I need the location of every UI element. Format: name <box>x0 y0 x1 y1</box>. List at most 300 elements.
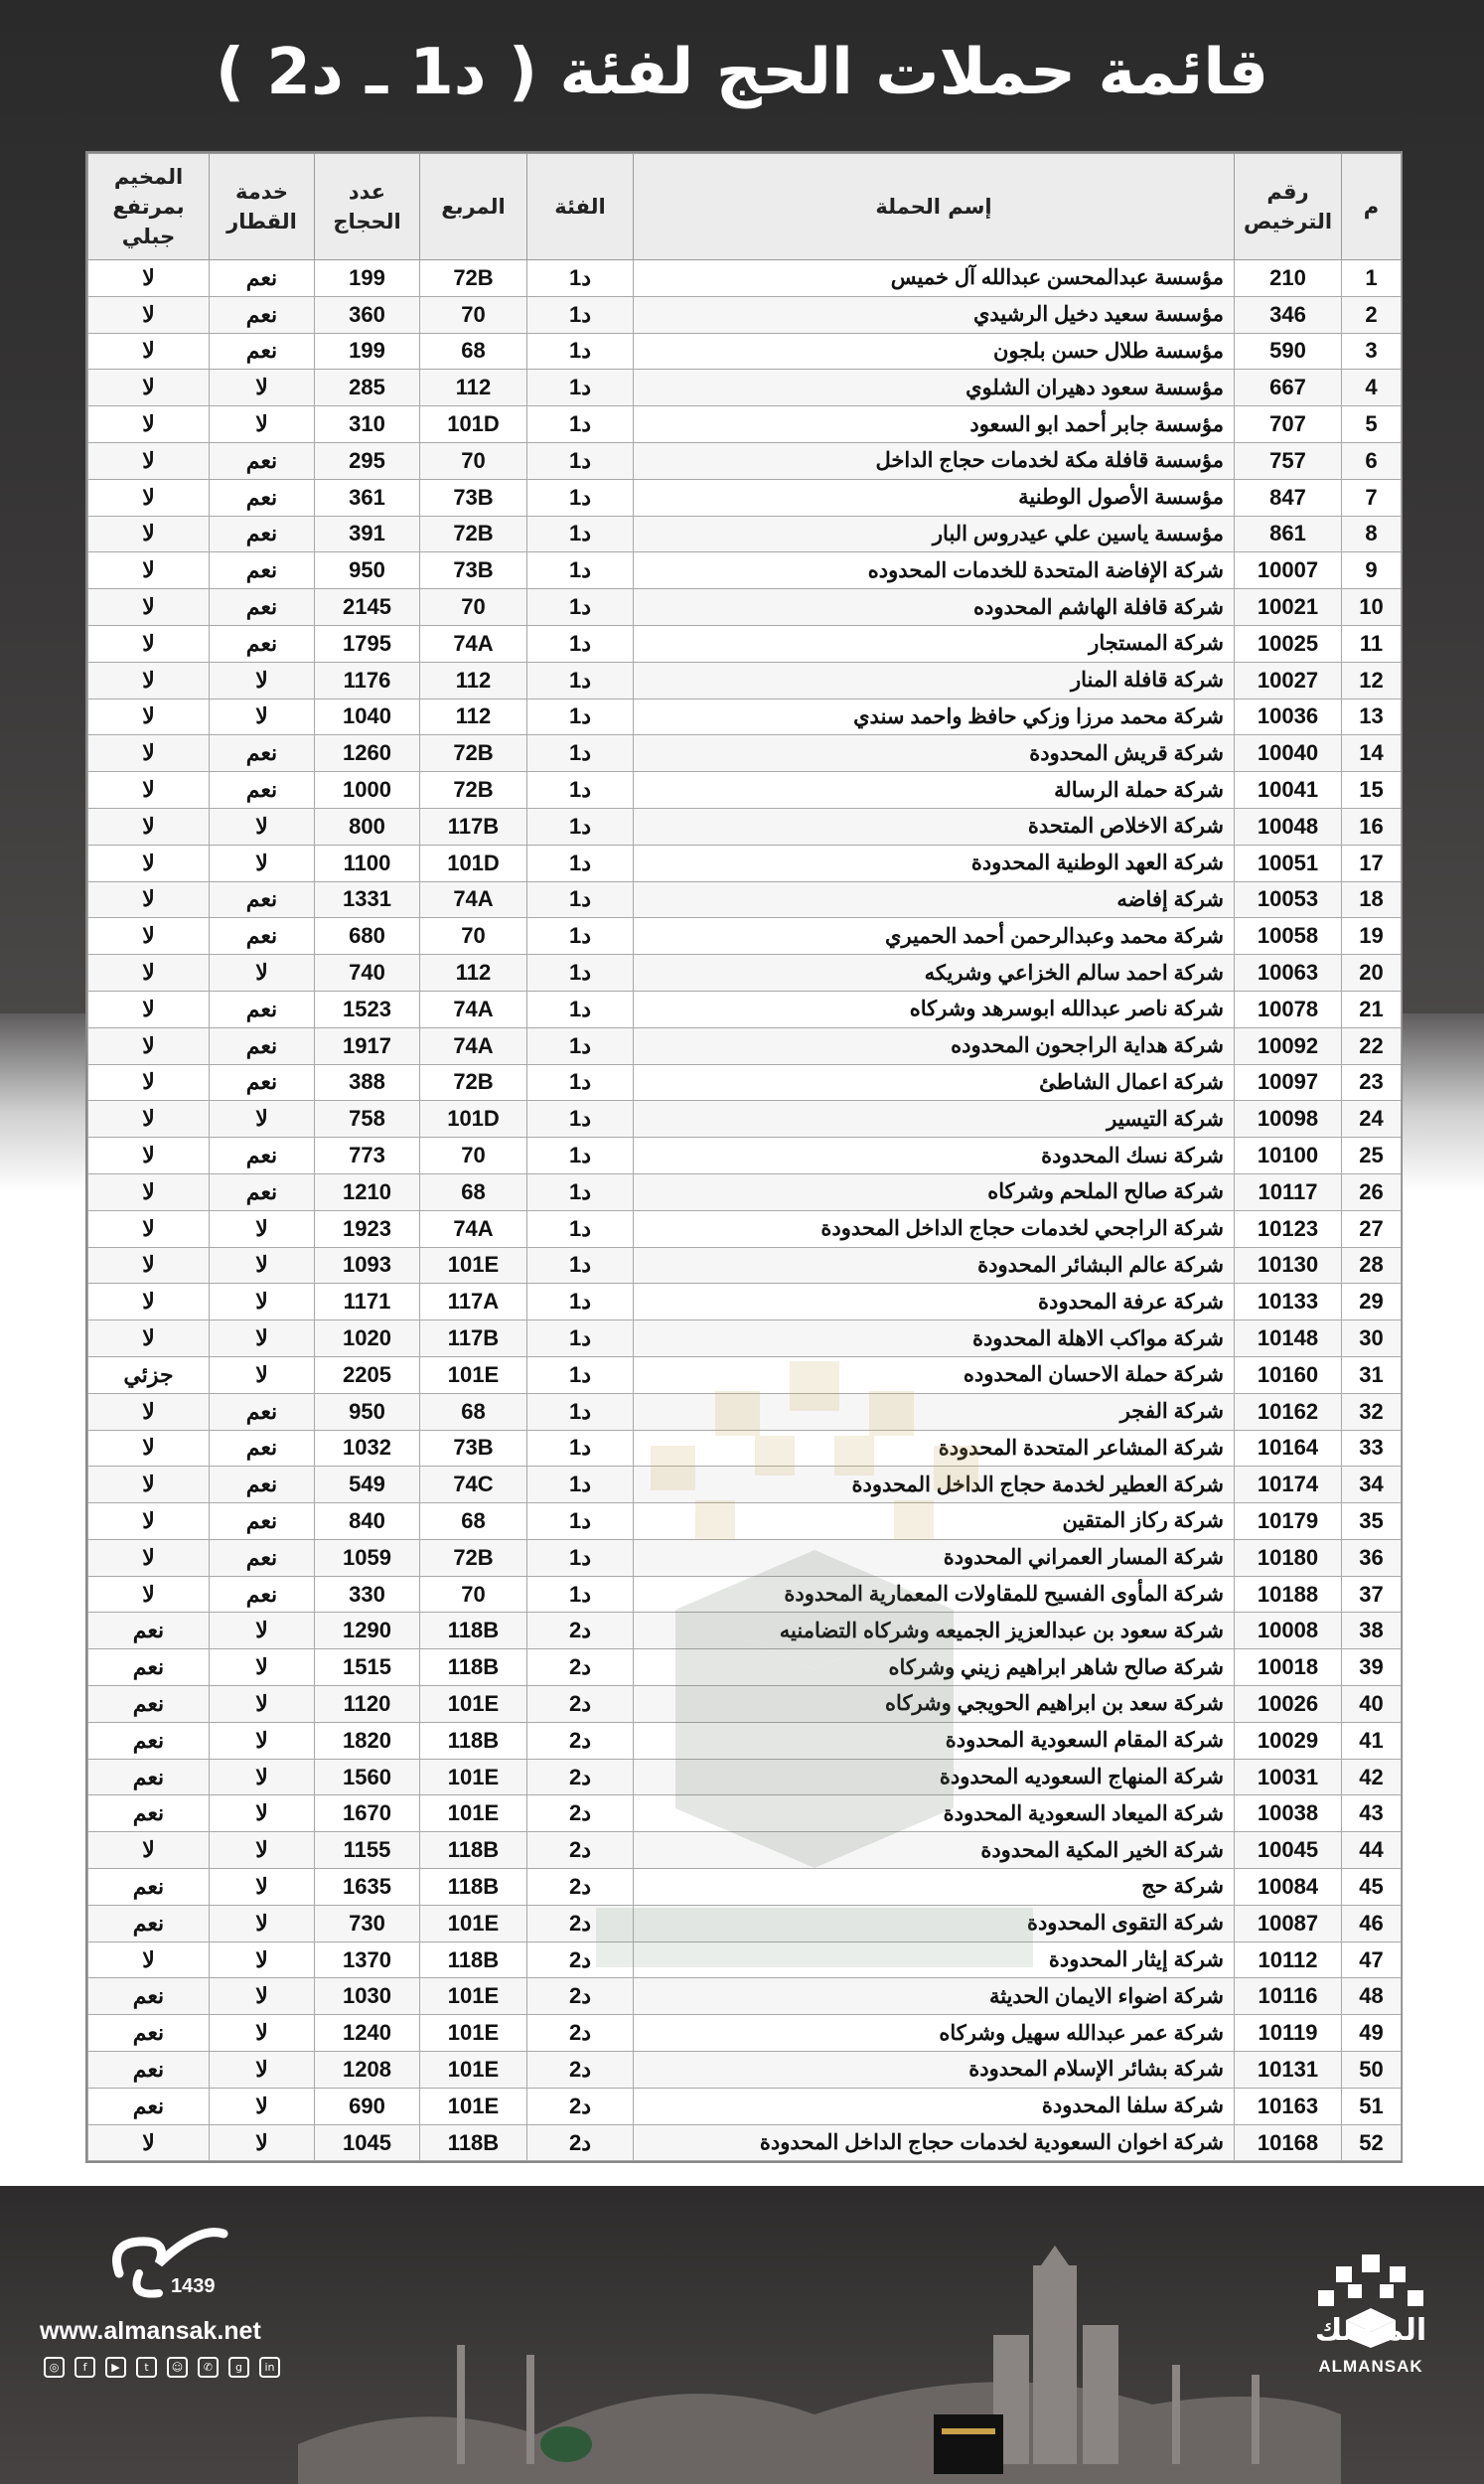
cell-license: 10008 <box>1235 1613 1342 1649</box>
cell-index: 20 <box>1342 955 1402 992</box>
cell-license: 10162 <box>1235 1393 1342 1430</box>
cell-train: لا <box>210 2015 315 2052</box>
cell-camp: لا <box>88 1539 210 1576</box>
cell-train: لا <box>210 1686 315 1723</box>
cell-camp: لا <box>88 918 210 955</box>
cell-square: 72B <box>420 516 527 552</box>
cell-pilgrims: 199 <box>315 260 420 297</box>
cell-category: د1 <box>527 1027 634 1064</box>
cell-category: د2 <box>527 1869 634 1906</box>
cell-category: د1 <box>527 735 634 772</box>
cell-index: 48 <box>1342 1978 1402 2015</box>
cell-license: 10163 <box>1235 2088 1342 2124</box>
cell-index: 41 <box>1342 1722 1402 1759</box>
cell-train: نعم <box>210 1576 315 1613</box>
cell-license: 590 <box>1235 333 1342 370</box>
col-header-camp: المخيم بمرتفع جبلي <box>88 154 210 260</box>
cell-train: نعم <box>210 1138 315 1174</box>
cell-index: 44 <box>1342 1832 1402 1869</box>
cell-train: لا <box>210 955 315 992</box>
cell-train: نعم <box>210 1393 315 1430</box>
cell-pilgrims: 1045 <box>315 2124 420 2161</box>
cell-square: 101E <box>420 1356 527 1393</box>
cell-square: 101E <box>420 1795 527 1832</box>
cell-category: د1 <box>527 1467 634 1503</box>
cell-license: 10148 <box>1235 1320 1342 1357</box>
cell-pilgrims: 1040 <box>315 699 420 735</box>
table-row <box>88 881 1402 918</box>
cell-square: 70 <box>420 1138 527 1174</box>
cell-train: لا <box>210 1941 315 1978</box>
cell-name: شركة محمد وعبدالرحمن أحمد الحميري <box>634 918 1235 955</box>
cell-category: د1 <box>527 881 634 918</box>
cell-license: 10164 <box>1235 1430 1342 1467</box>
cell-camp: لا <box>88 260 210 297</box>
cell-index: 46 <box>1342 1905 1402 1941</box>
cell-license: 10112 <box>1235 1941 1342 1978</box>
cell-index: 27 <box>1342 1210 1402 1247</box>
cell-name: شركة الإفاضة المتحدة للخدمات المحدوده <box>634 552 1235 589</box>
cell-name: شركة احمد سالم الخزاعي وشريكه <box>634 955 1235 992</box>
cell-camp: نعم <box>88 1613 210 1649</box>
cell-license: 10031 <box>1235 1759 1342 1795</box>
cell-train: لا <box>210 1320 315 1357</box>
cell-name: شركة اخوان السعودية لخدمات حجاج الداخل المحدودة <box>634 2124 1235 2161</box>
cell-category: د1 <box>527 1064 634 1101</box>
cell-license: 10038 <box>1235 1795 1342 1832</box>
table-row <box>88 479 1402 516</box>
cell-index: 26 <box>1342 1173 1402 1210</box>
cell-index: 2 <box>1342 296 1402 333</box>
cell-pilgrims: 1020 <box>315 1320 420 1357</box>
cell-train: لا <box>210 699 315 735</box>
table-row <box>88 1064 1402 1101</box>
cell-name: شركة حج <box>634 1869 1235 1906</box>
cell-index: 28 <box>1342 1247 1402 1284</box>
cell-name: شركة قريش المحدودة <box>634 735 1235 772</box>
cell-category: د1 <box>527 296 634 333</box>
cell-name: شركة الخير المكية المحدودة <box>634 1832 1235 1869</box>
cell-train: نعم <box>210 772 315 809</box>
cell-name: مؤسسة قافلة مكة لخدمات حجاج الداخل <box>634 442 1235 479</box>
col-header-train: خدمة القطار <box>210 154 315 260</box>
cell-name: شركة الميعاد السعودية المحدودة <box>634 1795 1235 1832</box>
table-row <box>88 406 1402 443</box>
linkedin-icon[interactable]: in <box>259 2357 280 2378</box>
cell-train: نعم <box>210 1467 315 1503</box>
col-header-index: م <box>1342 154 1402 260</box>
cell-category: د1 <box>527 589 634 626</box>
cell-index: 38 <box>1342 1613 1402 1649</box>
cell-category: د1 <box>527 406 634 443</box>
cell-category: د1 <box>527 260 634 297</box>
cell-license: 10100 <box>1235 1138 1342 1174</box>
cell-train: لا <box>210 1795 315 1832</box>
cell-name: شركة حملة الاحسان المحدوده <box>634 1356 1235 1393</box>
cell-train: نعم <box>210 479 315 516</box>
cell-pilgrims: 391 <box>315 516 420 552</box>
cell-pilgrims: 549 <box>315 1467 420 1503</box>
cell-name: شركة سلفا المحدودة <box>634 2088 1235 2124</box>
cell-train: نعم <box>210 1064 315 1101</box>
cell-square: 72B <box>420 1539 527 1576</box>
cell-square: 68 <box>420 1173 527 1210</box>
cell-license: 210 <box>1235 260 1342 297</box>
cell-square: 112 <box>420 662 527 699</box>
cell-camp: نعم <box>88 2015 210 2052</box>
cell-index: 17 <box>1342 845 1402 881</box>
cell-pilgrims: 1032 <box>315 1430 420 1467</box>
cell-train: لا <box>210 370 315 406</box>
cell-category: د1 <box>527 955 634 992</box>
cell-camp: لا <box>88 625 210 662</box>
cell-category: د1 <box>527 991 634 1027</box>
cell-license: 10029 <box>1235 1722 1342 1759</box>
cell-license: 10168 <box>1235 2124 1342 2161</box>
cell-index: 32 <box>1342 1393 1402 1430</box>
cell-name: مؤسسة سعود دهيران الشلوي <box>634 370 1235 406</box>
facebook-icon[interactable]: f <box>74 2357 95 2378</box>
cell-license: 10048 <box>1235 808 1342 845</box>
cell-square: 117B <box>420 1320 527 1357</box>
table-row <box>88 370 1402 406</box>
cell-category: د2 <box>527 2052 634 2089</box>
cell-camp: نعم <box>88 1722 210 1759</box>
cell-train: لا <box>210 1356 315 1393</box>
table-row <box>88 2052 1402 2089</box>
cell-license: 10116 <box>1235 1978 1342 2015</box>
cell-category: د1 <box>527 1393 634 1430</box>
cell-name: شركة ركاز المتقين <box>634 1503 1235 1540</box>
cell-name: شركة التيسير <box>634 1101 1235 1138</box>
cell-name: شركة صالح الملحم وشركاه <box>634 1173 1235 1210</box>
cell-camp: لا <box>88 406 210 443</box>
cell-index: 6 <box>1342 442 1402 479</box>
cell-license: 10117 <box>1235 1173 1342 1210</box>
cell-name: شركة الراجحي لخدمات حجاج الداخل المحدودة <box>634 1210 1235 1247</box>
cell-name: شركة سعود بن عبدالعزيز الجميعه وشركاه التضامنيه <box>634 1613 1235 1649</box>
cell-license: 10051 <box>1235 845 1342 881</box>
cell-camp: لا <box>88 1210 210 1247</box>
cell-train: نعم <box>210 260 315 297</box>
cell-square: 118B <box>420 1649 527 1686</box>
cell-camp: نعم <box>88 1649 210 1686</box>
cell-camp: لا <box>88 1393 210 1430</box>
cell-name: شركة ناصر عبدالله ابوسرهد وشركاه <box>634 991 1235 1027</box>
cell-license: 10160 <box>1235 1356 1342 1393</box>
cell-category: د2 <box>527 1795 634 1832</box>
cell-index: 1 <box>1342 260 1402 297</box>
cell-license: 10041 <box>1235 772 1342 809</box>
cell-category: د1 <box>527 808 634 845</box>
cell-train: لا <box>210 845 315 881</box>
cell-index: 50 <box>1342 2052 1402 2089</box>
cell-index: 15 <box>1342 772 1402 809</box>
cell-pilgrims: 800 <box>315 808 420 845</box>
cell-index: 10 <box>1342 589 1402 626</box>
brand-name-arabic: المنسك <box>1314 2313 1427 2348</box>
cell-category: د1 <box>527 699 634 735</box>
cell-camp: لا <box>88 881 210 918</box>
cell-index: 39 <box>1342 1649 1402 1686</box>
cell-camp: لا <box>88 442 210 479</box>
cell-category: د1 <box>527 1247 634 1284</box>
cell-name: مؤسسة سعيد دخيل الرشيدي <box>634 296 1235 333</box>
cell-category: د2 <box>527 1941 634 1978</box>
cell-camp: لا <box>88 333 210 370</box>
cell-name: شركة التقوى المحدودة <box>634 1905 1235 1941</box>
cell-category: د1 <box>527 772 634 809</box>
cell-name: شركة إيثار المحدودة <box>634 1941 1235 1978</box>
instagram-icon[interactable]: ◎ <box>44 2357 65 2378</box>
cell-square: 101E <box>420 2088 527 2124</box>
cell-name: مؤسسة طلال حسن بلجون <box>634 333 1235 370</box>
cell-index: 5 <box>1342 406 1402 443</box>
whatsapp-icon[interactable]: ✆ <box>198 2357 219 2378</box>
cell-name: شركة قافلة الهاشم المحدوده <box>634 589 1235 626</box>
col-header-pilgrims: عدد الحجاج <box>315 154 420 260</box>
cell-index: 9 <box>1342 552 1402 589</box>
cell-train: لا <box>210 1905 315 1941</box>
table-row <box>88 772 1402 809</box>
cell-camp: لا <box>88 1320 210 1357</box>
cell-category: د1 <box>527 442 634 479</box>
cell-index: 31 <box>1342 1356 1402 1393</box>
cell-license: 10007 <box>1235 552 1342 589</box>
cell-license: 10119 <box>1235 2015 1342 2052</box>
cell-index: 33 <box>1342 1430 1402 1467</box>
cell-pilgrims: 310 <box>315 406 420 443</box>
cell-license: 10133 <box>1235 1284 1342 1320</box>
hajj-1439-logo <box>99 2214 238 2299</box>
col-header-license: رقم الترخيص <box>1235 154 1342 260</box>
cell-pilgrims: 2145 <box>315 589 420 626</box>
cell-square: 112 <box>420 699 527 735</box>
table-row <box>88 296 1402 333</box>
cell-camp: لا <box>88 1247 210 1284</box>
cell-category: د1 <box>527 1539 634 1576</box>
cell-pilgrims: 361 <box>315 479 420 516</box>
cell-index: 8 <box>1342 516 1402 552</box>
cell-index: 24 <box>1342 1101 1402 1138</box>
youtube-icon[interactable]: ▶ <box>105 2357 126 2378</box>
cell-license: 10018 <box>1235 1649 1342 1686</box>
cell-train: نعم <box>210 918 315 955</box>
cell-square: 118B <box>420 1722 527 1759</box>
cell-camp: لا <box>88 991 210 1027</box>
cell-square: 101E <box>420 2052 527 2089</box>
cell-category: د1 <box>527 1356 634 1393</box>
cell-index: 42 <box>1342 1759 1402 1795</box>
cell-camp: لا <box>88 699 210 735</box>
makkah-skyline-illustration <box>298 2246 1341 2484</box>
cell-camp: نعم <box>88 2088 210 2124</box>
cell-train: نعم <box>210 881 315 918</box>
cell-index: 12 <box>1342 662 1402 699</box>
cell-camp: لا <box>88 1138 210 1174</box>
cell-pilgrims: 360 <box>315 296 420 333</box>
cell-square: 117B <box>420 808 527 845</box>
cell-name: شركة هداية الراجحون المحدوده <box>634 1027 1235 1064</box>
cell-pilgrims: 1560 <box>315 1759 420 1795</box>
cell-camp: لا <box>88 1941 210 1978</box>
cell-train: نعم <box>210 442 315 479</box>
table-row <box>88 589 1402 626</box>
cell-index: 16 <box>1342 808 1402 845</box>
cell-square: 118B <box>420 1941 527 1978</box>
cell-train: لا <box>210 406 315 443</box>
cell-train: لا <box>210 1247 315 1284</box>
cell-camp: لا <box>88 296 210 333</box>
cell-camp: لا <box>88 1101 210 1138</box>
cell-camp: لا <box>88 1027 210 1064</box>
cell-pilgrims: 295 <box>315 442 420 479</box>
cell-category: د2 <box>527 2015 634 2052</box>
table-row <box>88 516 1402 552</box>
cell-license: 10130 <box>1235 1247 1342 1284</box>
cell-pilgrims: 1171 <box>315 1284 420 1320</box>
cell-name: شركة عرفة المحدودة <box>634 1284 1235 1320</box>
cell-name: مؤسسة عبدالمحسن عبدالله آل خميس <box>634 260 1235 297</box>
cell-square: 68 <box>420 1393 527 1430</box>
cell-pilgrims: 1100 <box>315 845 420 881</box>
cell-pilgrims: 730 <box>315 1905 420 1941</box>
cell-square: 72B <box>420 1064 527 1101</box>
cell-pilgrims: 1290 <box>315 1613 420 1649</box>
cell-index: 13 <box>1342 699 1402 735</box>
cell-index: 21 <box>1342 991 1402 1027</box>
cell-camp: لا <box>88 662 210 699</box>
cell-train: نعم <box>210 735 315 772</box>
cell-index: 34 <box>1342 1467 1402 1503</box>
cell-license: 10063 <box>1235 955 1342 992</box>
cell-category: د1 <box>527 845 634 881</box>
cell-index: 4 <box>1342 370 1402 406</box>
cell-category: د1 <box>527 1503 634 1540</box>
cell-license: 10021 <box>1235 589 1342 626</box>
cell-name: شركة المأوى الفسيح للمقاولات المعمارية المحدودة <box>634 1576 1235 1613</box>
cell-category: د1 <box>527 333 634 370</box>
cell-category: د1 <box>527 516 634 552</box>
cell-pilgrims: 1120 <box>315 1686 420 1723</box>
cell-license: 10174 <box>1235 1467 1342 1503</box>
cell-pilgrims: 388 <box>315 1064 420 1101</box>
cell-square: 73B <box>420 552 527 589</box>
cell-camp: نعم <box>88 1686 210 1723</box>
cell-pilgrims: 1176 <box>315 662 420 699</box>
cell-category: د1 <box>527 1430 634 1467</box>
cell-pilgrims: 1820 <box>315 1722 420 1759</box>
cell-license: 667 <box>1235 370 1342 406</box>
cell-license: 10026 <box>1235 1686 1342 1723</box>
cell-pilgrims: 740 <box>315 955 420 992</box>
cell-category: د2 <box>527 1978 634 2015</box>
cell-license: 10087 <box>1235 1905 1342 1941</box>
cell-license: 10180 <box>1235 1539 1342 1576</box>
cell-category: د1 <box>527 552 634 589</box>
cell-pilgrims: 1210 <box>315 1173 420 1210</box>
cell-license: 10053 <box>1235 881 1342 918</box>
cell-pilgrims: 199 <box>315 333 420 370</box>
cell-name: شركة مواكب الاهلة المحدودة <box>634 1320 1235 1357</box>
cell-index: 14 <box>1342 735 1402 772</box>
cell-category: د2 <box>527 1613 634 1649</box>
cell-index: 29 <box>1342 1284 1402 1320</box>
table-row <box>88 1101 1402 1138</box>
cell-camp: لا <box>88 1064 210 1101</box>
cell-category: د1 <box>527 918 634 955</box>
cell-name: شركة العطير لخدمة حجاج الداخل المحدودة <box>634 1467 1235 1503</box>
cell-camp: لا <box>88 845 210 881</box>
cell-category: د1 <box>527 1576 634 1613</box>
table-row <box>88 552 1402 589</box>
cell-pilgrims: 1000 <box>315 772 420 809</box>
cell-train: لا <box>210 1722 315 1759</box>
cell-square: 72B <box>420 772 527 809</box>
cell-square: 101D <box>420 845 527 881</box>
cell-train: نعم <box>210 1173 315 1210</box>
cell-train: لا <box>210 1649 315 1686</box>
cell-license: 10040 <box>1235 735 1342 772</box>
table-row <box>88 260 1402 297</box>
cell-train: لا <box>210 1759 315 1795</box>
cell-square: 101E <box>420 1686 527 1723</box>
googleplus-icon[interactable]: g <box>228 2357 249 2378</box>
cell-train: نعم <box>210 552 315 589</box>
cell-camp: لا <box>88 1467 210 1503</box>
table-row <box>88 918 1402 955</box>
cell-square: 70 <box>420 442 527 479</box>
cell-name: شركة محمد مرزا وزكي حافظ واحمد سندي <box>634 699 1235 735</box>
twitter-icon[interactable]: t <box>136 2357 157 2378</box>
table-row <box>88 1138 1402 1174</box>
cell-index: 22 <box>1342 1027 1402 1064</box>
cell-category: د1 <box>527 1138 634 1174</box>
brand-name-english: ALMANSAK <box>1318 2357 1423 2376</box>
cell-train: نعم <box>210 1027 315 1064</box>
table-row <box>88 1027 1402 1064</box>
cell-category: د2 <box>527 1832 634 1869</box>
cell-index: 11 <box>1342 625 1402 662</box>
cell-pilgrims: 1208 <box>315 2052 420 2089</box>
website-link[interactable]: www.almansak.net <box>40 2317 261 2345</box>
cell-train: لا <box>210 1210 315 1247</box>
cell-pilgrims: 950 <box>315 1393 420 1430</box>
cell-category: د2 <box>527 2124 634 2161</box>
cell-square: 101E <box>420 1759 527 1795</box>
cell-train: نعم <box>210 516 315 552</box>
cell-pilgrims: 1523 <box>315 991 420 1027</box>
cell-license: 10078 <box>1235 991 1342 1027</box>
snapchat-icon[interactable]: ☺ <box>167 2357 188 2378</box>
cell-square: 68 <box>420 1503 527 1540</box>
cell-square: 74A <box>420 881 527 918</box>
cell-license: 10058 <box>1235 918 1342 955</box>
cell-name: شركة قافلة المنار <box>634 662 1235 699</box>
cell-index: 45 <box>1342 1869 1402 1906</box>
cell-category: د1 <box>527 1101 634 1138</box>
cell-name: شركة حملة الرسالة <box>634 772 1235 809</box>
table-row <box>88 1247 1402 1284</box>
table-row <box>88 333 1402 370</box>
cell-index: 35 <box>1342 1503 1402 1540</box>
cell-camp: لا <box>88 2124 210 2161</box>
cell-camp: لا <box>88 479 210 516</box>
cell-category: د2 <box>527 1686 634 1723</box>
cell-index: 7 <box>1342 479 1402 516</box>
cell-license: 10084 <box>1235 1869 1342 1906</box>
cell-index: 51 <box>1342 2088 1402 2124</box>
